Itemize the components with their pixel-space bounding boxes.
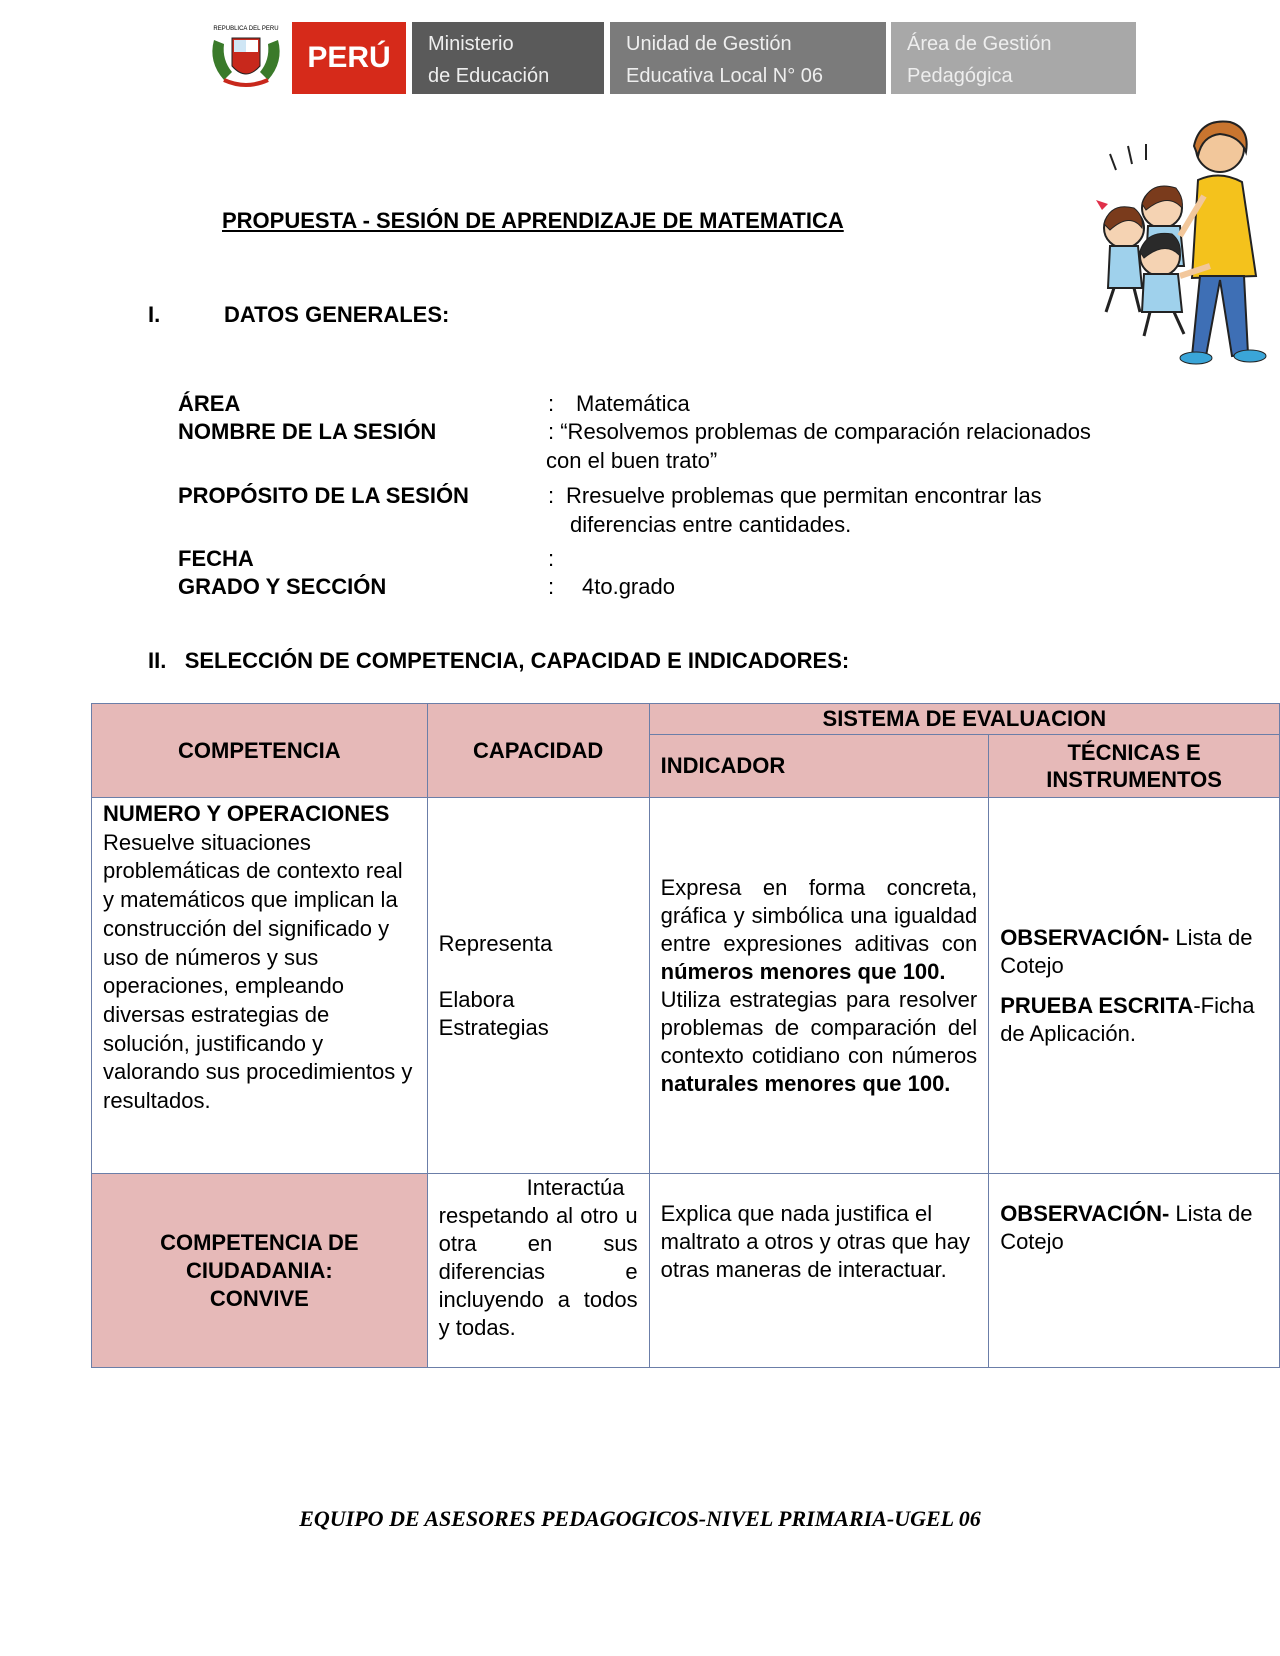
section1-title: DATOS GENERALES: bbox=[224, 302, 450, 327]
proposito-value-line-2: diferencias entre cantidades. bbox=[570, 512, 852, 537]
fecha-label: FECHA bbox=[178, 546, 254, 571]
grado-colon: : bbox=[548, 574, 555, 599]
ministry-box bbox=[412, 22, 604, 94]
header-tecnicas-line-1: TÉCNICAS E bbox=[1067, 740, 1201, 765]
competencia-title: NUMERO Y OPERACIONES bbox=[103, 801, 390, 826]
crest-text: REPUBLICA DEL PERU bbox=[213, 26, 279, 32]
header-competencia: COMPETENCIA bbox=[92, 704, 428, 798]
competencias-table bbox=[91, 703, 1280, 1368]
header-tecnicas bbox=[989, 735, 1280, 798]
nombre-value-line-1: : “Resolvemos problemas de comparación relacionados bbox=[548, 419, 1091, 444]
tecnica-prueba-text: -Ficha de Aplicación. bbox=[1000, 992, 1255, 1046]
tecnica-prueba bbox=[1000, 992, 1268, 1048]
area-line-1: Área de Gestión bbox=[907, 33, 1052, 55]
competencia-text: Resuelve situaciones problemáticas de contexto real y matemáticos que implican la construcción del significado y uso de números y sus operaciones, empleando diversas estrategias de solución, justificando y valorando sus procedimientos y resultados. bbox=[103, 829, 413, 1114]
indicador-1 bbox=[661, 874, 978, 986]
indicador-1-text: Expresa en forma concreta, gráfica y simbólica una igualdad entre expresiones aditivas con bbox=[660, 874, 978, 956]
competencia-convive: CONVIVE bbox=[209, 1285, 309, 1311]
ministry-line-1: Ministerio bbox=[428, 33, 514, 55]
area-label: ÁREA bbox=[178, 391, 241, 416]
nombre-label: NOMBRE DE LA SESIÓN bbox=[178, 419, 437, 444]
peru-crest-logo bbox=[206, 22, 286, 92]
teacher-children-illustration bbox=[1080, 116, 1280, 372]
footer-text: EQUIPO DE ASESORES PEDAGOGICOS-NIVEL PRIMARIA-UGEL 06 bbox=[299, 1506, 981, 1531]
tecnica-observacion-label: OBSERVACIÓN- bbox=[1000, 924, 1170, 950]
document-title: PROPUESTA - SESIÓN DE APRENDIZAJE DE MATEMATICA bbox=[222, 208, 844, 233]
capacidad-representa: Representa bbox=[438, 930, 553, 956]
competencia-cell-2 bbox=[92, 1174, 428, 1368]
tecnica-observacion-text: Lista de Cotejo bbox=[1000, 924, 1253, 978]
ugel-box bbox=[610, 22, 886, 94]
header-capacidad: CAPACIDAD bbox=[427, 704, 649, 798]
table-row bbox=[92, 798, 1280, 1174]
indicador-1-bold: números menores que 100. bbox=[660, 958, 946, 984]
section1-number: I. bbox=[148, 302, 161, 327]
indicador-cell-1 bbox=[649, 798, 989, 1174]
tecnica-observacion-2-label: OBSERVACIÓN- bbox=[1000, 1201, 1170, 1226]
fecha-colon: : bbox=[548, 546, 555, 571]
ugel-line-1: Unidad de Gestión bbox=[626, 33, 792, 55]
ministry-line-2: de Educación bbox=[428, 65, 550, 87]
header-indicador: INDICADOR bbox=[649, 735, 989, 798]
proposito-label: PROPÓSITO DE LA SESIÓN bbox=[178, 483, 469, 508]
tecnicas-cell-1 bbox=[989, 798, 1280, 1174]
competencia-ciudadania: COMPETENCIA DE CIUDADANIA: bbox=[160, 1229, 359, 1283]
ugel-line-2: Educativa Local N° 06 bbox=[626, 65, 824, 87]
peru-label: PERÚ bbox=[292, 22, 406, 94]
area-box bbox=[891, 22, 1136, 94]
indicador-2-text: Utiliza estrategias para resolver problemas de comparación del contexto cotidiano con números bbox=[660, 986, 978, 1068]
grado-label: GRADO Y SECCIÓN bbox=[178, 574, 387, 599]
competencia-cell-1 bbox=[92, 798, 428, 1174]
section2-title: SELECCIÓN DE COMPETENCIA, CAPACIDAD E INDICADORES: bbox=[184, 648, 850, 673]
indicador-2 bbox=[661, 986, 978, 1098]
capacidad-cell-2 bbox=[427, 1174, 649, 1368]
header-sistema: SISTEMA DE EVALUACION bbox=[649, 704, 1279, 735]
proposito-colon: : bbox=[548, 483, 555, 508]
area-colon: : bbox=[548, 391, 555, 416]
area-value: Matemática bbox=[576, 391, 690, 416]
header-tecnicas-line-2: INSTRUMENTOS bbox=[1046, 767, 1222, 792]
indicador-2-bold: naturales menores que 100. bbox=[660, 1070, 951, 1096]
capacidad-cell-1 bbox=[427, 798, 649, 1174]
proposito-value-line-1: Rresuelve problemas que permitan encontrar las bbox=[566, 483, 1042, 508]
nombre-value-line-2: con el buen trato” bbox=[546, 448, 718, 473]
table-row bbox=[92, 1174, 1280, 1368]
tecnica-prueba-label: PRUEBA ESCRITA bbox=[1000, 992, 1194, 1018]
capacidad-elabora: Elabora Estrategias bbox=[438, 986, 549, 1040]
grado-value: 4to.grado bbox=[582, 574, 675, 599]
area-line-2: Pedagógica bbox=[907, 65, 1013, 87]
tecnica-observacion-2-text: Lista de Cotejo bbox=[1000, 1201, 1253, 1254]
section2-number: II. bbox=[148, 648, 167, 673]
table-header-row-1 bbox=[92, 704, 1280, 735]
tecnica-observacion bbox=[1000, 924, 1268, 980]
section2-heading bbox=[148, 648, 849, 674]
tecnicas-cell-2 bbox=[989, 1174, 1280, 1368]
indicador-cell-2: Explica que nada justifica el maltrato a otros y otras que hay otras maneras de interactuar. bbox=[649, 1174, 989, 1368]
capacidad-interactua: Interactúa respetando al otro u otra en sus diferencias e incluyendo a todos y todas. bbox=[438, 1175, 638, 1340]
